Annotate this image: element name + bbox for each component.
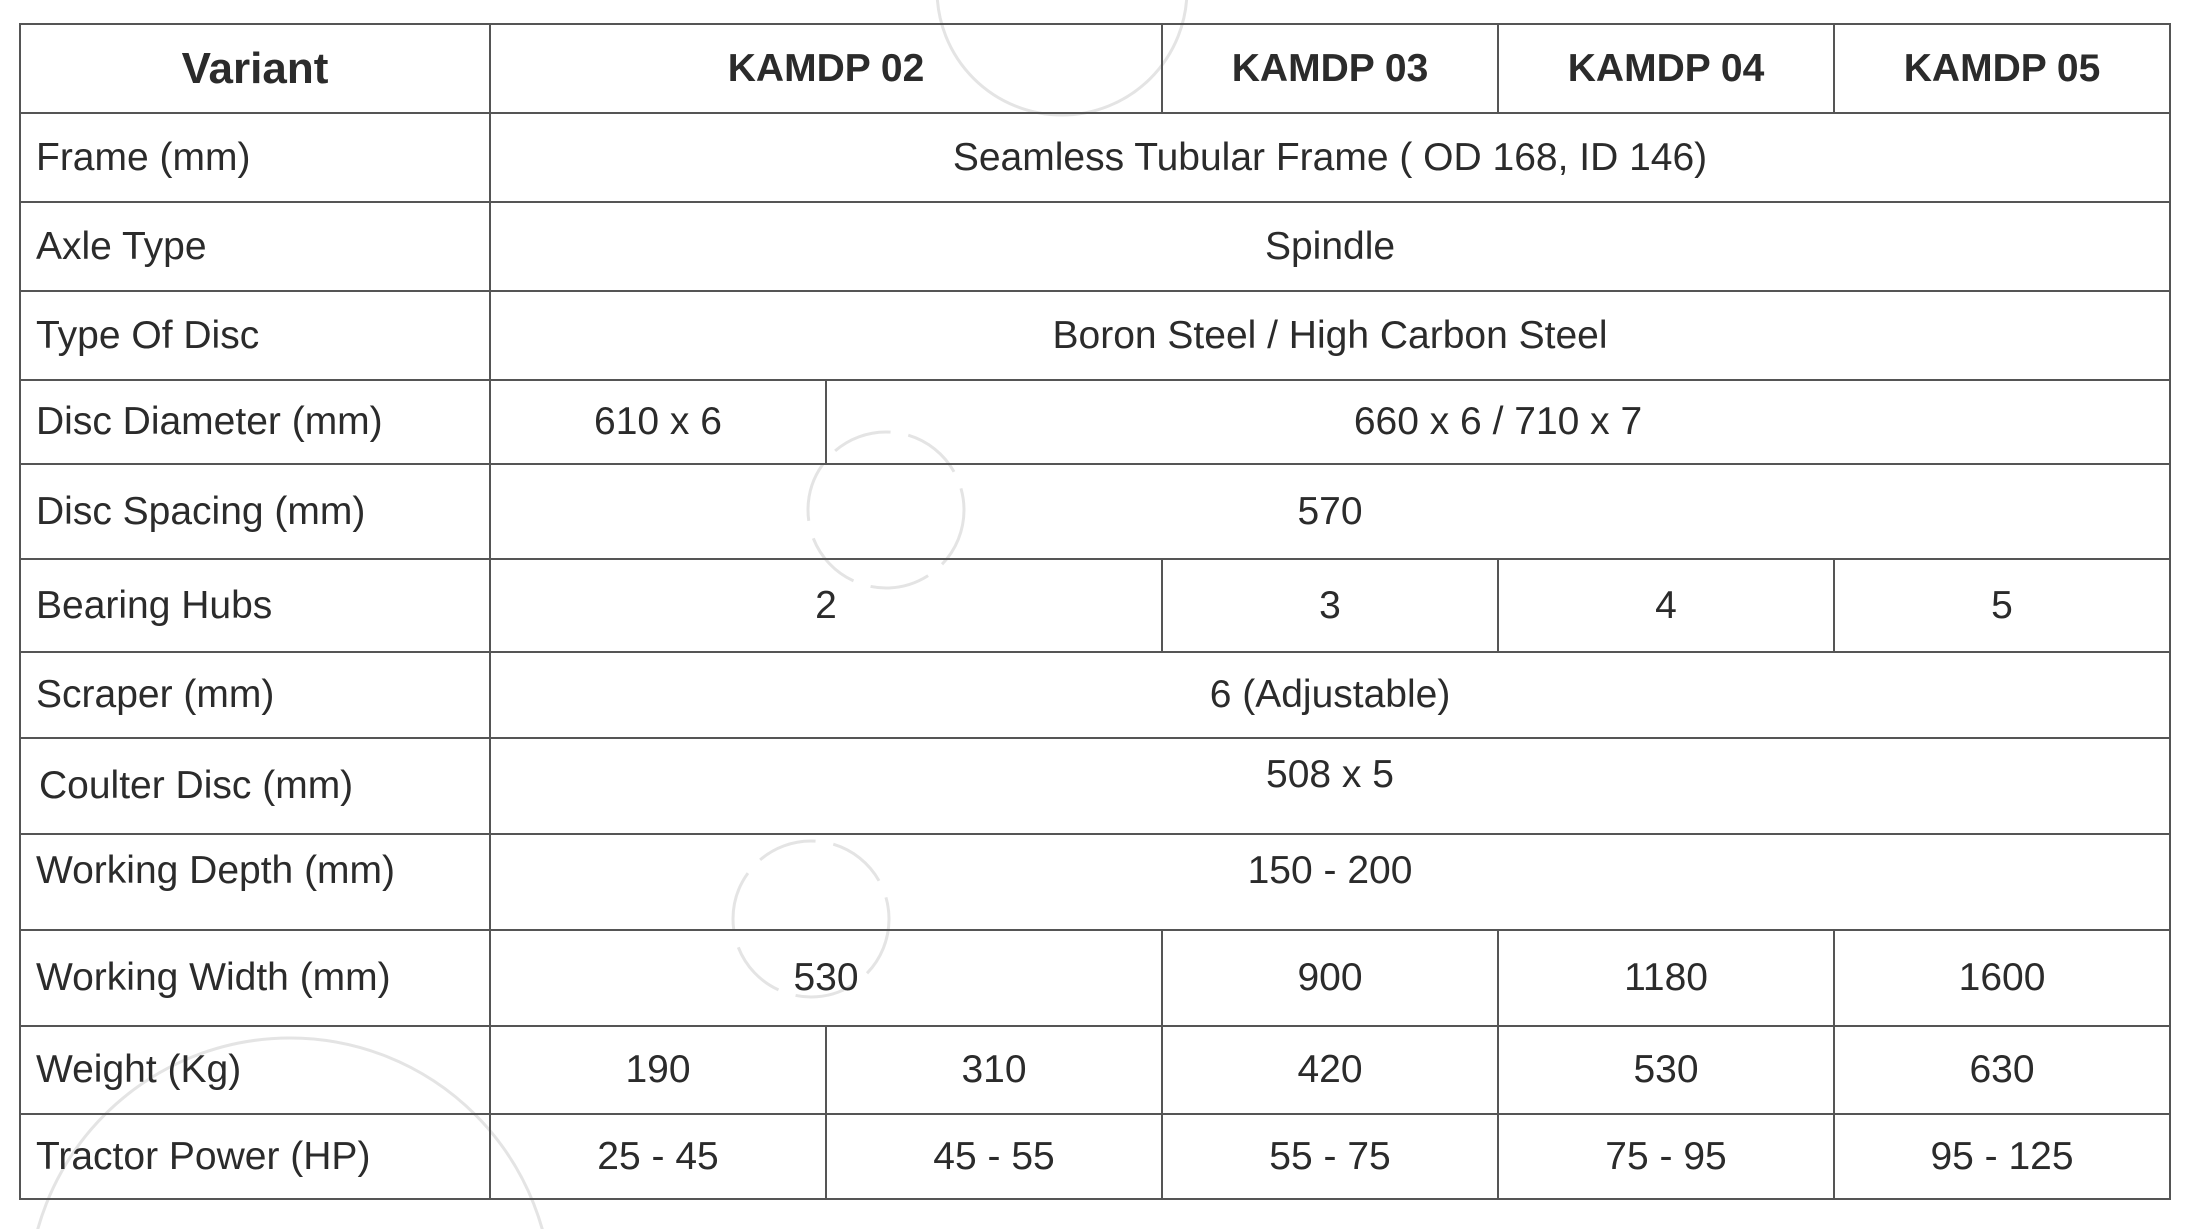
row-label: Weight (Kg)	[20, 1026, 490, 1114]
weight-value: 310	[826, 1026, 1162, 1114]
tractor-power-value: 55 - 75	[1162, 1114, 1498, 1199]
header-row	[20, 24, 2170, 113]
row-disc-type	[20, 291, 2170, 380]
weight-value: 530	[1498, 1026, 1834, 1114]
row-label: Coulter Disc (mm)	[20, 738, 490, 834]
row-working-depth	[20, 834, 2170, 930]
row-label: Disc Spacing (mm)	[20, 464, 490, 559]
axle-type-value: Spindle	[490, 202, 2170, 291]
row-label: Tractor Power (HP)	[20, 1114, 490, 1199]
disc-diameter-value: 660 x 6 / 710 x 7	[826, 380, 2170, 464]
tractor-power-value: 75 - 95	[1498, 1114, 1834, 1199]
working-width-value: 1180	[1498, 930, 1834, 1026]
disc-spacing-value: 570	[490, 464, 2170, 559]
row-label: Disc Diameter (mm)	[20, 380, 490, 464]
row-coulter-disc	[20, 738, 2170, 834]
row-weight	[20, 1026, 2170, 1114]
working-depth-value: 150 - 200	[490, 834, 2170, 930]
bearing-hubs-value: 4	[1498, 559, 1834, 652]
row-disc-spacing	[20, 464, 2170, 559]
variant-kamdp-05: KAMDP 05	[1834, 24, 2170, 113]
row-disc-diameter	[20, 380, 2170, 464]
row-label: Type Of Disc	[20, 291, 490, 380]
spec-table	[19, 23, 2171, 1200]
row-label: Scraper (mm)	[20, 652, 490, 738]
row-bearing-hubs	[20, 559, 2170, 652]
weight-value: 190	[490, 1026, 826, 1114]
tractor-power-value: 25 - 45	[490, 1114, 826, 1199]
row-frame	[20, 113, 2170, 202]
bearing-hubs-value: 2	[490, 559, 1162, 652]
row-label: Working Depth (mm)	[20, 834, 490, 930]
row-tractor-power	[20, 1114, 2170, 1199]
row-label: Frame (mm)	[20, 113, 490, 202]
working-width-value: 900	[1162, 930, 1498, 1026]
variant-header: Variant	[20, 24, 490, 113]
row-axle-type	[20, 202, 2170, 291]
row-scraper	[20, 652, 2170, 738]
frame-value: Seamless Tubular Frame ( OD 168, ID 146)	[490, 113, 2170, 202]
variant-kamdp-02: KAMDP 02	[490, 24, 1162, 113]
scraper-value: 6 (Adjustable)	[490, 652, 2170, 738]
working-width-value: 1600	[1834, 930, 2170, 1026]
weight-value: 630	[1834, 1026, 2170, 1114]
row-label: Working Width (mm)	[20, 930, 490, 1026]
tractor-power-value: 95 - 125	[1834, 1114, 2170, 1199]
disc-type-value: Boron Steel / High Carbon Steel	[490, 291, 2170, 380]
working-width-value: 530	[490, 930, 1162, 1026]
bearing-hubs-value: 5	[1834, 559, 2170, 652]
bearing-hubs-value: 3	[1162, 559, 1498, 652]
row-label: Axle Type	[20, 202, 490, 291]
row-working-width	[20, 930, 2170, 1026]
weight-value: 420	[1162, 1026, 1498, 1114]
disc-diameter-value: 610 x 6	[490, 380, 826, 464]
tractor-power-value: 45 - 55	[826, 1114, 1162, 1199]
variant-kamdp-03: KAMDP 03	[1162, 24, 1498, 113]
row-label: Bearing Hubs	[20, 559, 490, 652]
coulter-disc-value: 508 x 5	[490, 738, 2170, 834]
variant-kamdp-04: KAMDP 04	[1498, 24, 1834, 113]
